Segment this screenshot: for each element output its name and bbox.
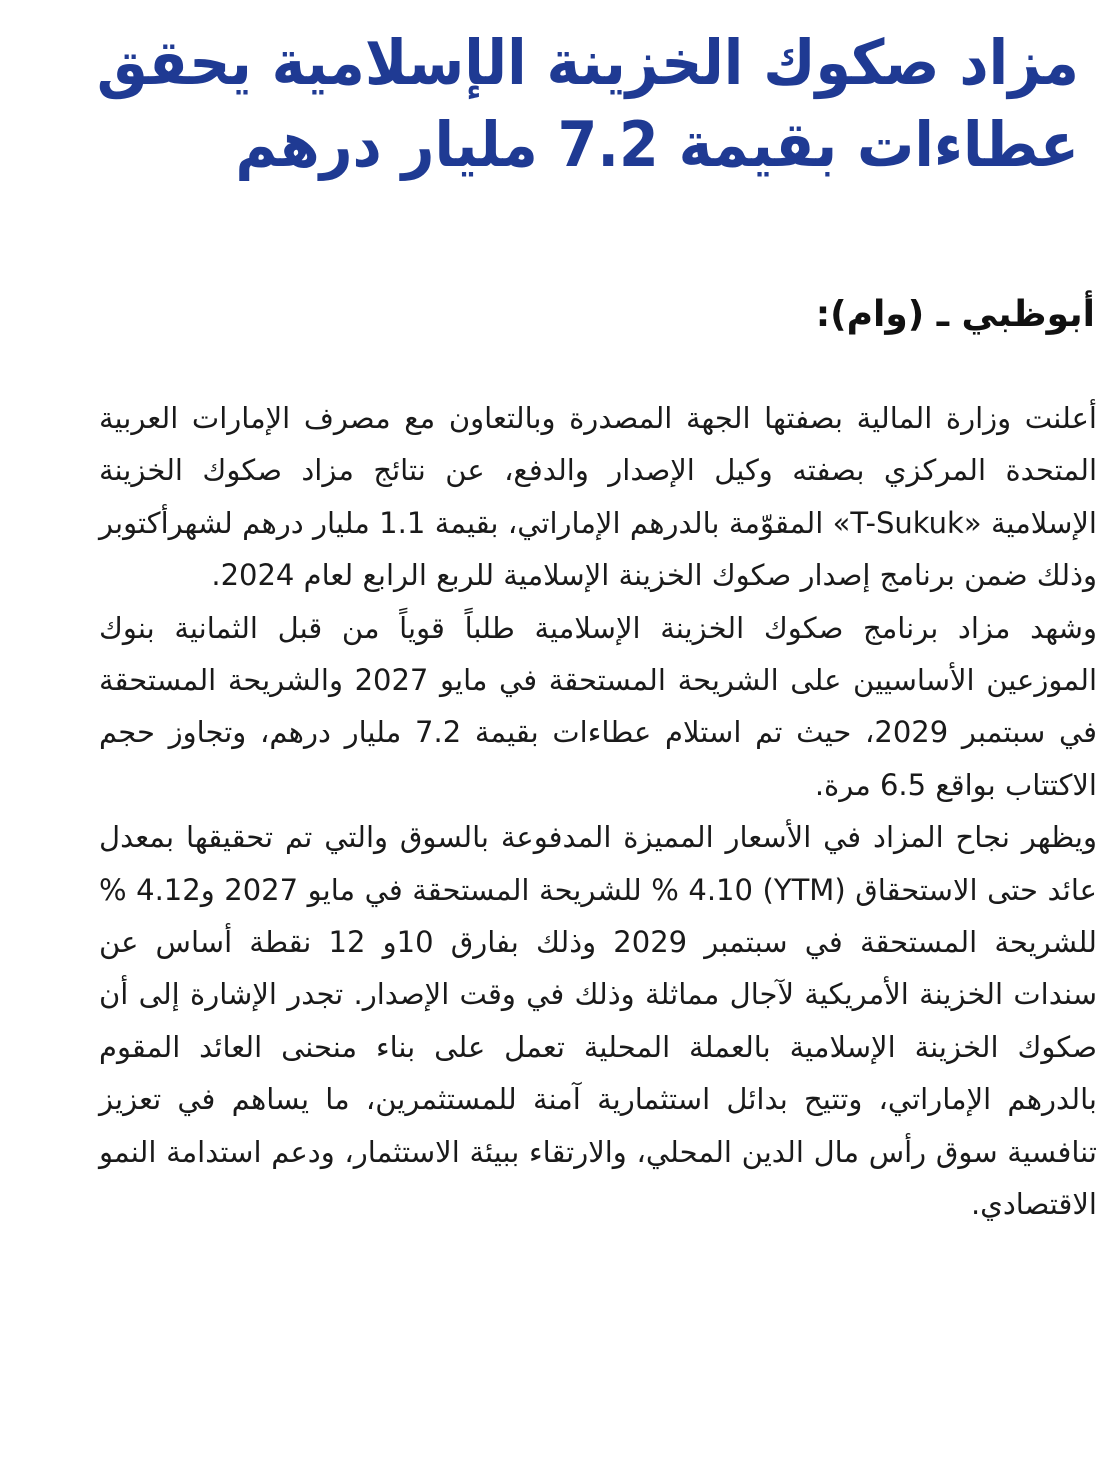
headline-line-1: مزاد صكوك الخزينة الإسلامية يحقق [96, 26, 1079, 99]
article-headline [96, 22, 1079, 186]
headline-line-2: عطاءات بقيمة 7.2 مليار درهم [235, 108, 1079, 181]
body-paragraph-2: وشهد مزاد برنامج صكوك الخزينة الإسلامية طلباً قوياً من قبل الثمانية بنوك الموزعين الأساسيين على الشريحة المستحقة في مايو 2027 والشريحة المستحقة في سبتمبر 2029، حيث تم استلام عطاءات بقيمة 7.2 مليار درهم، وتجاوز حجم الاكتتاب بواقع 6.5 مرة. [99, 610, 1097, 802]
body-paragraph-1: أعلنت وزارة المالية بصفتها الجهة المصدرة وبالتعاون مع مصرف الإمارات العربية المتحدة المركزي بصفته وكيل الإصدار والدفع، عن نتائج مزاد صكوك الخزينة الإسلامية «T-Sukuk» المقوّمة بالدرهم الإماراتي، بقيمة 1.1 مليار درهم لشهرأكتوبر وذلك ضمن برنامج إصدار صكوك الخزينة الإسلامية للربع الرابع لعام 2024. [99, 401, 1097, 593]
article-body [99, 392, 1097, 1442]
body-paragraph-3: ويظهر نجاح المزاد في الأسعار المميزة المدفوعة بالسوق والتي تم تحقيقها بمعدل عائد حتى الاستحقاق (YTM) 4.10 % للشريحة المستحقة في مايو 2027 و4.12 % للشريحة المستحقة في سبتمبر 2029 وذلك بفارق 10و 12 نقطة أساس عن سندات الخزينة الأمريكية لآجال مماثلة وذلك في وقت الإصدار. تجدر الإشارة إلى أن صكوك الخزينة الإسلامية بالعملة المحلية تعمل على بناء منحنى العائد المقوم بالدرهم الإماراتي، وتتيح بدائل استثمارية آمنة للمستثمرين، ما يساهم في تعزيز تنافسية سوق رأس مال الدين المحلي، والارتقاء ببيئة الاستثمار، ودعم استدامة النمو الاقتصادي. [99, 820, 1097, 1222]
article-dateline: أبوظبي ـ (وام): [815, 294, 1095, 335]
